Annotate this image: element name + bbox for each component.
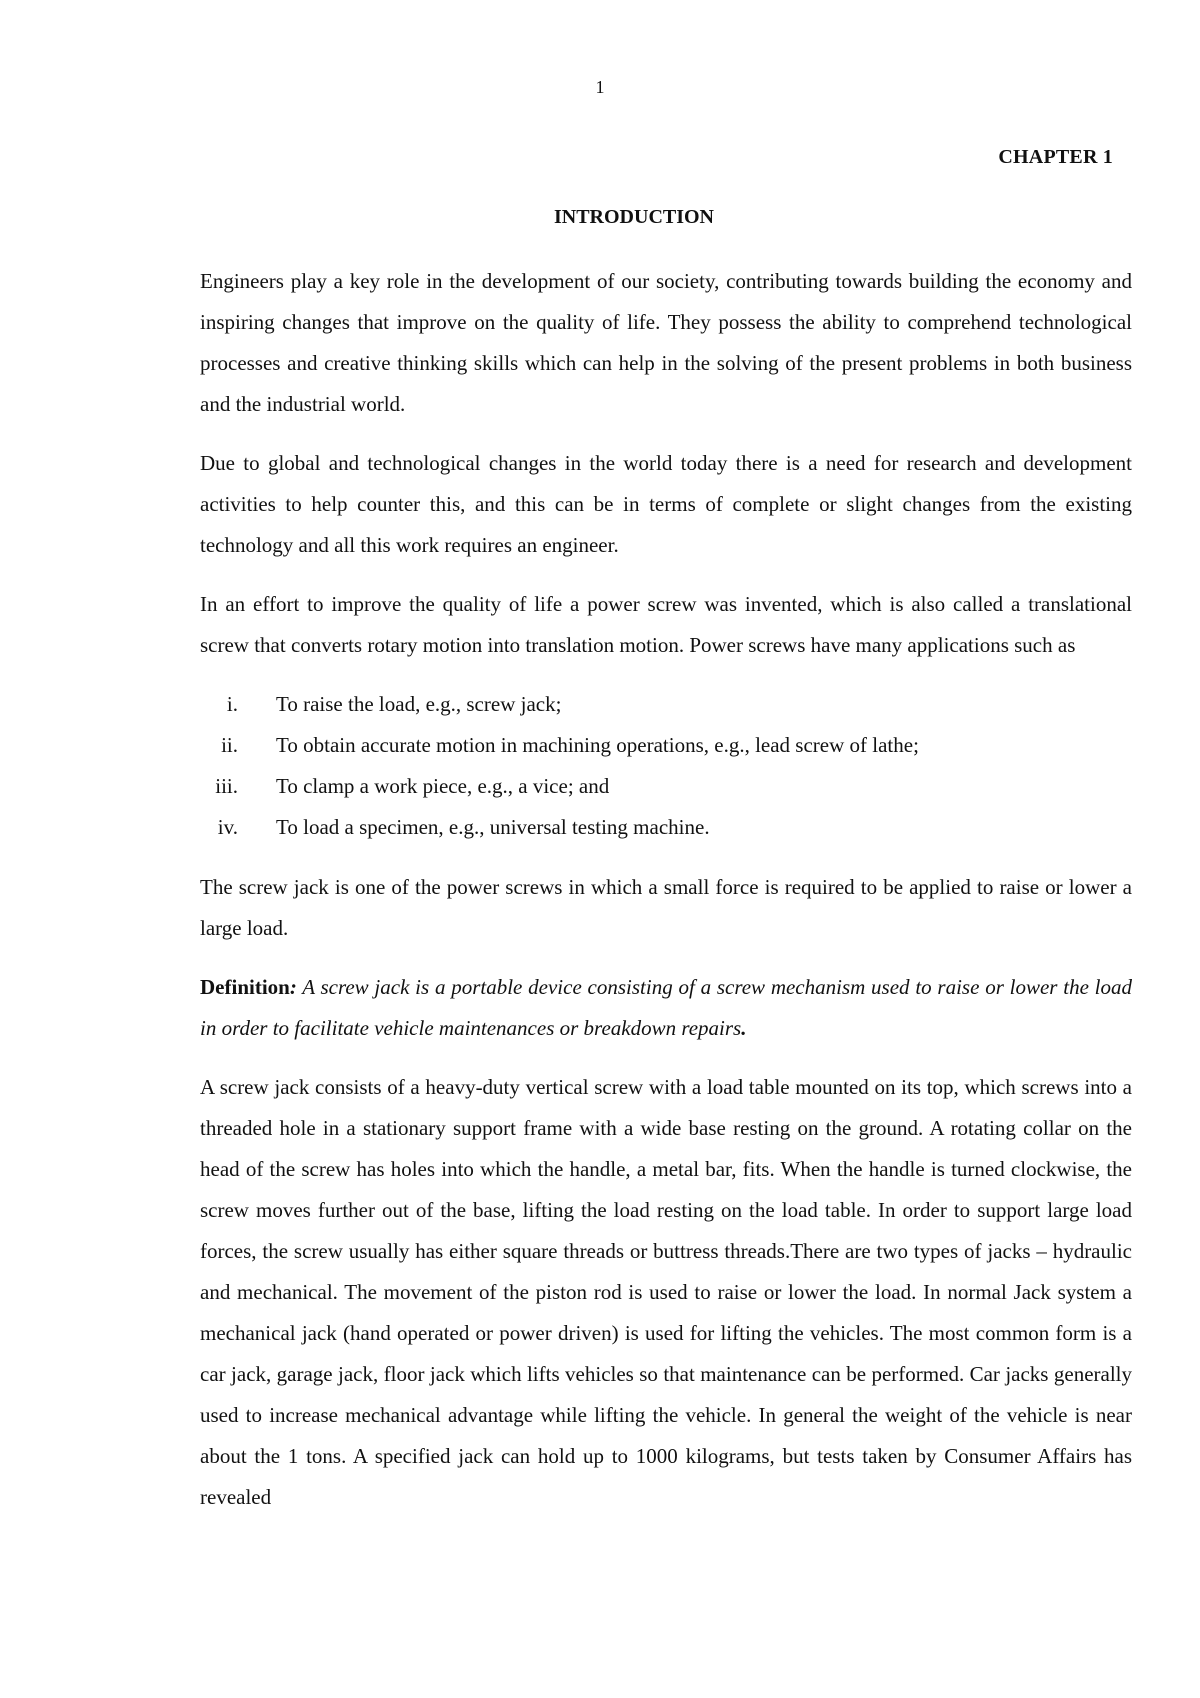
list-item [200,684,1132,725]
paragraph-screw-jack: The screw jack is one of the power screws in which a small force is required to be applied to raise or lower a large load. [200,875,1132,940]
definition-colon: : [289,975,297,999]
paragraph-screw-jack-description: A screw jack consists of a heavy-duty vertical screw with a load table mounted on its top, which screws into a threaded hole in a stationary support frame with a wide base resting on the ground. A rotating collar on the head of the screw has holes into which the handle, a metal bar, fits. When the handle is turned clockwise, the screw moves further out of the base, lifting the load resting on the load table. In order to support large load forces, the screw usually has either square threads or buttress threads.There are two types of jacks – hydraulic and mechanical. The movement of the piston rod is used to raise or lower the load. In normal Jack system a mechanical jack (hand operated or power driven) is used for lifting the vehicles. The most common form is a car jack, garage jack, floor jack which lifts vehicles so that maintenance can be performed. Car jacks generally used to increase mechanical advantage while lifting the vehicle. In general the weight of the vehicle is near about the 1 tons. A specified jack can hold up to 1000 kilograms, but tests taken by Consumer Affairs has revealed [200,1075,1132,1509]
list-item-text: To raise the load, e.g., screw jack; [276,692,562,716]
paragraph-global-changes: Due to global and technological changes in the world today there is a need for research and development activities to help counter this, and this can be in terms of complete or slight changes from the existing technology and all this work requires an engineer. [200,451,1132,557]
list-item-number: iv. [217,815,238,839]
definition-end: . [741,1016,747,1040]
paragraph-definition [200,967,1132,1049]
page-number: 1 [595,77,605,97]
list-item [200,725,1132,766]
list-item [200,807,1132,848]
applications-list [200,684,1132,848]
list-item-text: To obtain accurate motion in machining operations, e.g., lead screw of lathe; [276,733,919,757]
body-text [200,261,1132,1536]
list-item-number: iii. [215,774,238,798]
paragraph-engineers: Engineers play a key role in the development of our society, contributing towards building the economy and inspiring changes that improve on the quality of life. They possess the ability to comprehend technological processes and creative thinking skills which can help in the solving of the present problems in both business and the industrial world. [200,269,1132,416]
chapter-title: INTRODUCTION [553,206,715,228]
list-item [200,766,1132,807]
definition-term: Definition [200,975,290,999]
list-item-number: i. [226,692,238,716]
chapter-label: CHAPTER 1 [998,146,1113,168]
paragraph-power-screw: In an effort to improve the quality of life a power screw was invented, which is also called a translational screw that converts rotary motion into translation motion. Power screws have many applications such as [200,592,1132,657]
list-item-text: To load a specimen, e.g., universal testing machine. [276,815,710,839]
list-item-text: To clamp a work piece, e.g., a vice; and [276,774,610,798]
definition-body: A screw jack is a portable device consisting of a screw mechanism used to raise or lower the load in order to facilitate vehicle maintenances or breakdown repairs [200,975,1132,1040]
list-item-number: ii. [221,733,238,757]
